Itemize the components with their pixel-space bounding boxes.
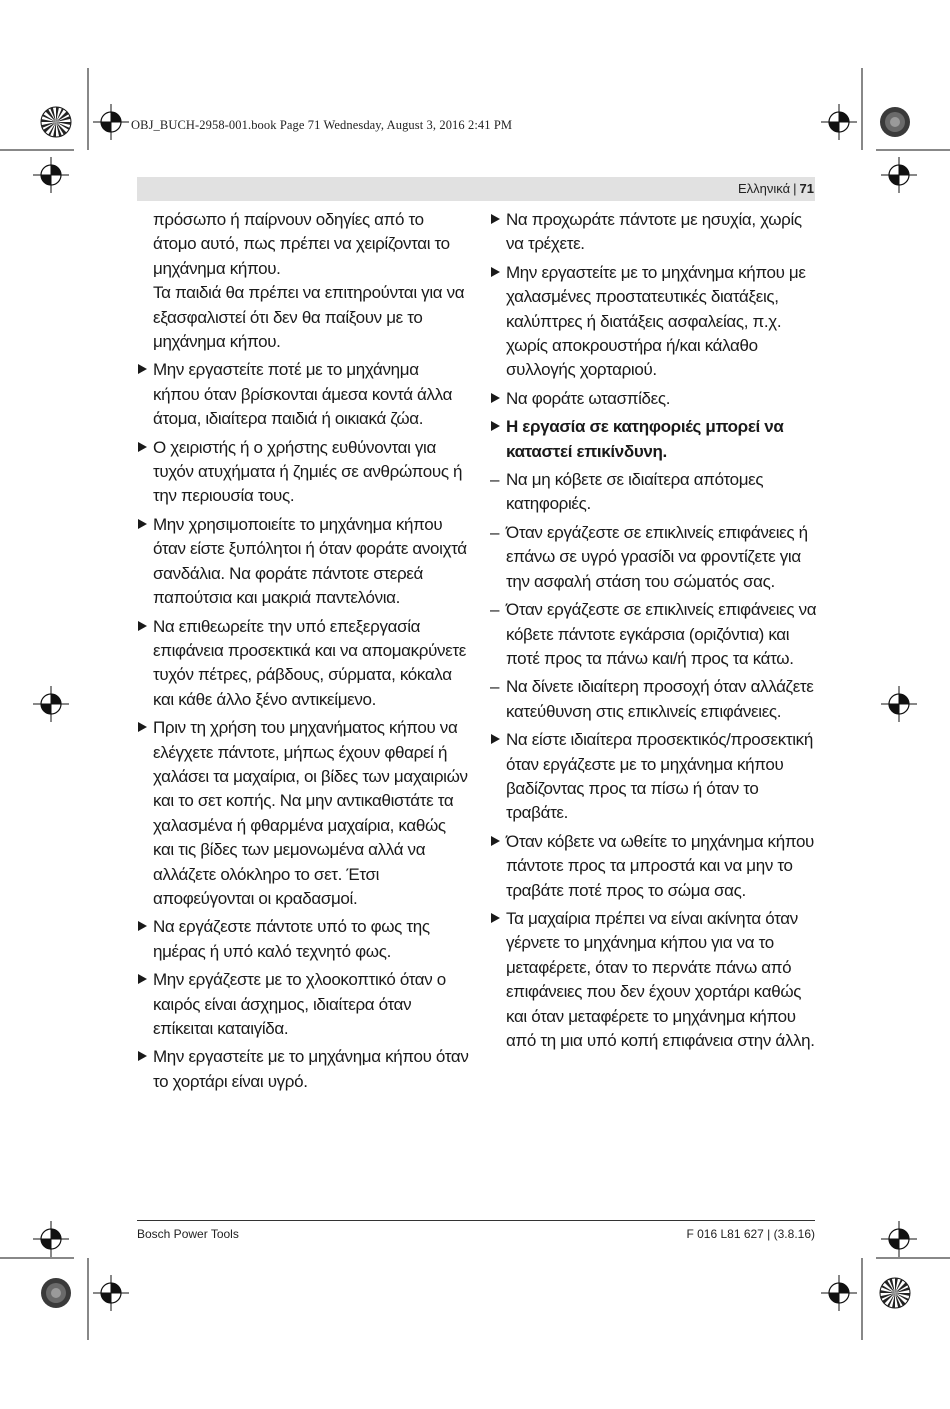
bullet-text: Να φοράτε ωτασπίδες. bbox=[506, 388, 671, 408]
bullet-item bbox=[137, 716, 469, 911]
bullet-item bbox=[137, 615, 469, 713]
triangle-bullet-icon bbox=[491, 734, 500, 744]
paragraph bbox=[137, 281, 469, 354]
paragraph-text: Τα παιδιά θα πρέπει να επιτηρούνται για να εξασφαλιστεί ότι δεν θα παίξουν με το μηχάνημα κήπου. bbox=[153, 283, 465, 352]
footer-rule bbox=[137, 1220, 815, 1221]
color-target-icon bbox=[879, 106, 911, 138]
header-separator: | bbox=[793, 181, 797, 196]
page-number: 71 bbox=[799, 181, 814, 196]
dash-bullet-icon: – bbox=[490, 600, 500, 620]
left-text-column bbox=[137, 208, 469, 1098]
bullet-text: Να εργάζεστε πάντοτε υπό το φως της ημέρας ή υπό καλό τεχνητό φως. bbox=[153, 917, 430, 961]
registration-target-icon bbox=[879, 684, 919, 724]
print-info-line: OBJ_BUCH-2958-001.book Page 71 Wednesday, August 3, 2016 2:41 PM bbox=[131, 118, 513, 132]
triangle-bullet-icon bbox=[491, 421, 500, 431]
bullet-text: Τα μαχαίρια πρέπει να είναι ακίνητα όταν γέρνετε το μηχάνημα κήπου για να το μεταφέρετε, όταν το περνάτε πάνω από επιφάνειες που δεν έχουν χορτάρι καθώς και όταν μεταφέρετε το μηχάνημα κήπου από τη μια υπό κοπή επιφάνεια στην άλλη. bbox=[506, 908, 815, 1050]
registration-target-icon bbox=[31, 684, 71, 724]
starburst-target-icon bbox=[879, 1277, 911, 1309]
language-label: Ελληνικά bbox=[737, 181, 791, 196]
triangle-bullet-icon bbox=[138, 442, 147, 452]
bullet-text: Η εργασία σε κατηφοριές μπορεί να καταστεί επικίνδυνη. bbox=[506, 417, 784, 461]
registration-target-icon bbox=[819, 102, 859, 142]
page-header-label bbox=[738, 181, 814, 196]
bullet-text: Να προχωράτε πάντοτε με ησυχία, χωρίς να τρέχετε. bbox=[506, 210, 802, 254]
bullet-text: Μην εργάζεστε με το χλοοκοπτικό όταν ο καιρός είναι άσχημος, ιδιαίτερα όταν επίκειται καταιγίδα. bbox=[153, 970, 446, 1038]
bullet-text: Να επιθεωρείτε την υπό επεξεργασία επιφάνεια προσεκτικά και να απομακρύνετε τυχόν πέτρες, ράβδους, σύρματα, κόκαλα και κάθε άλλο ξένο αντικείμενο. bbox=[153, 616, 467, 709]
bullet-text: Μην εργαστείτε με το μηχάνημα κήπου όταν το χορτάρι είναι υγρό. bbox=[153, 1047, 469, 1091]
footer-publisher: Bosch Power Tools bbox=[137, 1227, 239, 1241]
bullet-item bbox=[490, 907, 820, 1053]
registration-target-icon bbox=[91, 1273, 131, 1313]
bullet-item bbox=[137, 358, 469, 431]
bullet-text: Ο χειριστής ή ο χρήστης ευθύνονται για τυχόν ατυχήματα ή ζημιές σε ανθρώπους ή την περιουσία τους. bbox=[153, 437, 463, 506]
bullet-item bbox=[137, 436, 469, 509]
bullet-item bbox=[137, 513, 469, 611]
dash-item bbox=[490, 521, 820, 594]
bullet-text: Μην εργαστείτε με το μηχάνημα κήπου με χαλασμένες προστατευτικές διατάξεις, καλύπτρες ή διατάξεις ασφαλείας, π.χ. χωρίς αποκρουστήρα ή/και κάλαθο συλλογής χορταριού. bbox=[506, 262, 806, 380]
starburst-target-icon bbox=[40, 106, 72, 138]
page-header-band bbox=[137, 177, 815, 201]
triangle-bullet-icon bbox=[491, 393, 500, 403]
dash-bullet-icon: – bbox=[490, 677, 500, 697]
registration-target-icon bbox=[91, 102, 131, 142]
dash-text: Να μη κόβετε σε ιδιαίτερα απότομες κατηφοριές. bbox=[506, 470, 764, 514]
bullet-text: Μην εργαστείτε ποτέ με το μηχάνημα κήπου όταν βρίσκονται άμεσα κοντά άλλα άτομα, ιδιαίτερα παιδιά ή οικιακά ζώα. bbox=[153, 360, 453, 429]
triangle-bullet-icon bbox=[138, 921, 147, 931]
bullet-item bbox=[137, 1045, 469, 1094]
dash-text: Να δίνετε ιδιαίτερη προσοχή όταν αλλάζετε κατεύθυνση στις επικλινείς επιφάνειες. bbox=[506, 677, 814, 721]
color-target-icon bbox=[40, 1277, 72, 1309]
bullet-text: Πριν τη χρήση του μηχανήματος κήπου να ελέγχετε πάντοτε, μήπως έχουν φθαρεί ή χαλάσει τα μαχαίρια, οι βίδες των μαχαιριών και το σετ κοπής. Να μην αντικαθιστάτε τα χαλασμένα ή φθαρμένα μαχαίρια, καθώς και τις βίδες των μεμονωμένα αλλά να αλλάζετε ολόκληρο το σετ. Έτσι αποφεύγονται οι κραδασμοί. bbox=[153, 718, 468, 908]
dash-item bbox=[490, 468, 820, 517]
triangle-bullet-icon bbox=[491, 214, 500, 224]
registration-target-icon bbox=[879, 155, 919, 195]
dash-bullet-icon: – bbox=[490, 470, 500, 490]
dash-item bbox=[490, 598, 820, 671]
bullet-text: Να είστε ιδιαίτερα προσεκτικός/προσεκτική όταν εργάζεστε με το μηχάνημα κήπου βαδίζοντας προς τα πίσω ή όταν το τραβάτε. bbox=[506, 730, 813, 823]
dash-text: Όταν εργάζεστε σε επικλινείς επιφάνειες ή επάνω σε υγρό γρασίδι να φροντίζετε για την ασφαλή στάση του σώματός σας. bbox=[506, 522, 808, 591]
triangle-bullet-icon bbox=[138, 364, 147, 374]
registration-target-icon bbox=[879, 1219, 919, 1259]
bullet-item bbox=[490, 830, 820, 903]
bullet-item bbox=[137, 968, 469, 1041]
bullet-item bbox=[490, 387, 820, 411]
paragraph bbox=[137, 208, 469, 281]
footer-document-code: F 016 L81 627 | (3.8.16) bbox=[686, 1227, 815, 1241]
triangle-bullet-icon bbox=[491, 267, 500, 277]
bullet-item bbox=[490, 208, 820, 257]
triangle-bullet-icon bbox=[138, 974, 147, 984]
dash-item bbox=[490, 675, 820, 724]
triangle-bullet-icon bbox=[138, 1051, 147, 1061]
bullet-text: Όταν κόβετε να ωθείτε το μηχάνημα κήπου πάντοτε προς τα μπροστά και να μην το τραβάτε ποτέ προς το σώμα σας. bbox=[506, 831, 815, 900]
triangle-bullet-icon bbox=[138, 519, 147, 529]
triangle-bullet-icon bbox=[138, 722, 147, 732]
registration-target-icon bbox=[31, 155, 71, 195]
registration-target-icon bbox=[819, 1273, 859, 1313]
triangle-bullet-icon bbox=[491, 913, 500, 923]
bullet-text: Μην χρησιμοποιείτε το μηχάνημα κήπου όταν είστε ξυπόλητοι ή όταν φοράτε ανοιχτά σανδάλια. Να φοράτε πάντοτε στερεά παπούτσια και μακριά παντελόνια. bbox=[153, 514, 467, 608]
triangle-bullet-icon bbox=[491, 836, 500, 846]
triangle-bullet-icon bbox=[138, 621, 147, 631]
bullet-item bbox=[490, 261, 820, 383]
dash-bullet-icon: – bbox=[490, 522, 500, 542]
paragraph-text: πρόσωπο ή παίρνουν οδηγίες από το άτομο αυτό, πως πρέπει να χειρίζονται το μηχάνημα κήπου. bbox=[153, 210, 450, 278]
bullet-item bbox=[490, 728, 820, 826]
dash-text: Όταν εργάζεστε σε επικλινείς επιφάνειες να κόβετε πάντοτε εγκάρσια (οριζόντια) και ποτέ προς τα πάνω και/ή προς τα κάτω. bbox=[506, 600, 817, 668]
bullet-item bbox=[137, 915, 469, 964]
bullet-item-bold bbox=[490, 415, 820, 464]
right-text-column bbox=[490, 208, 820, 1057]
registration-target-icon bbox=[31, 1219, 71, 1259]
